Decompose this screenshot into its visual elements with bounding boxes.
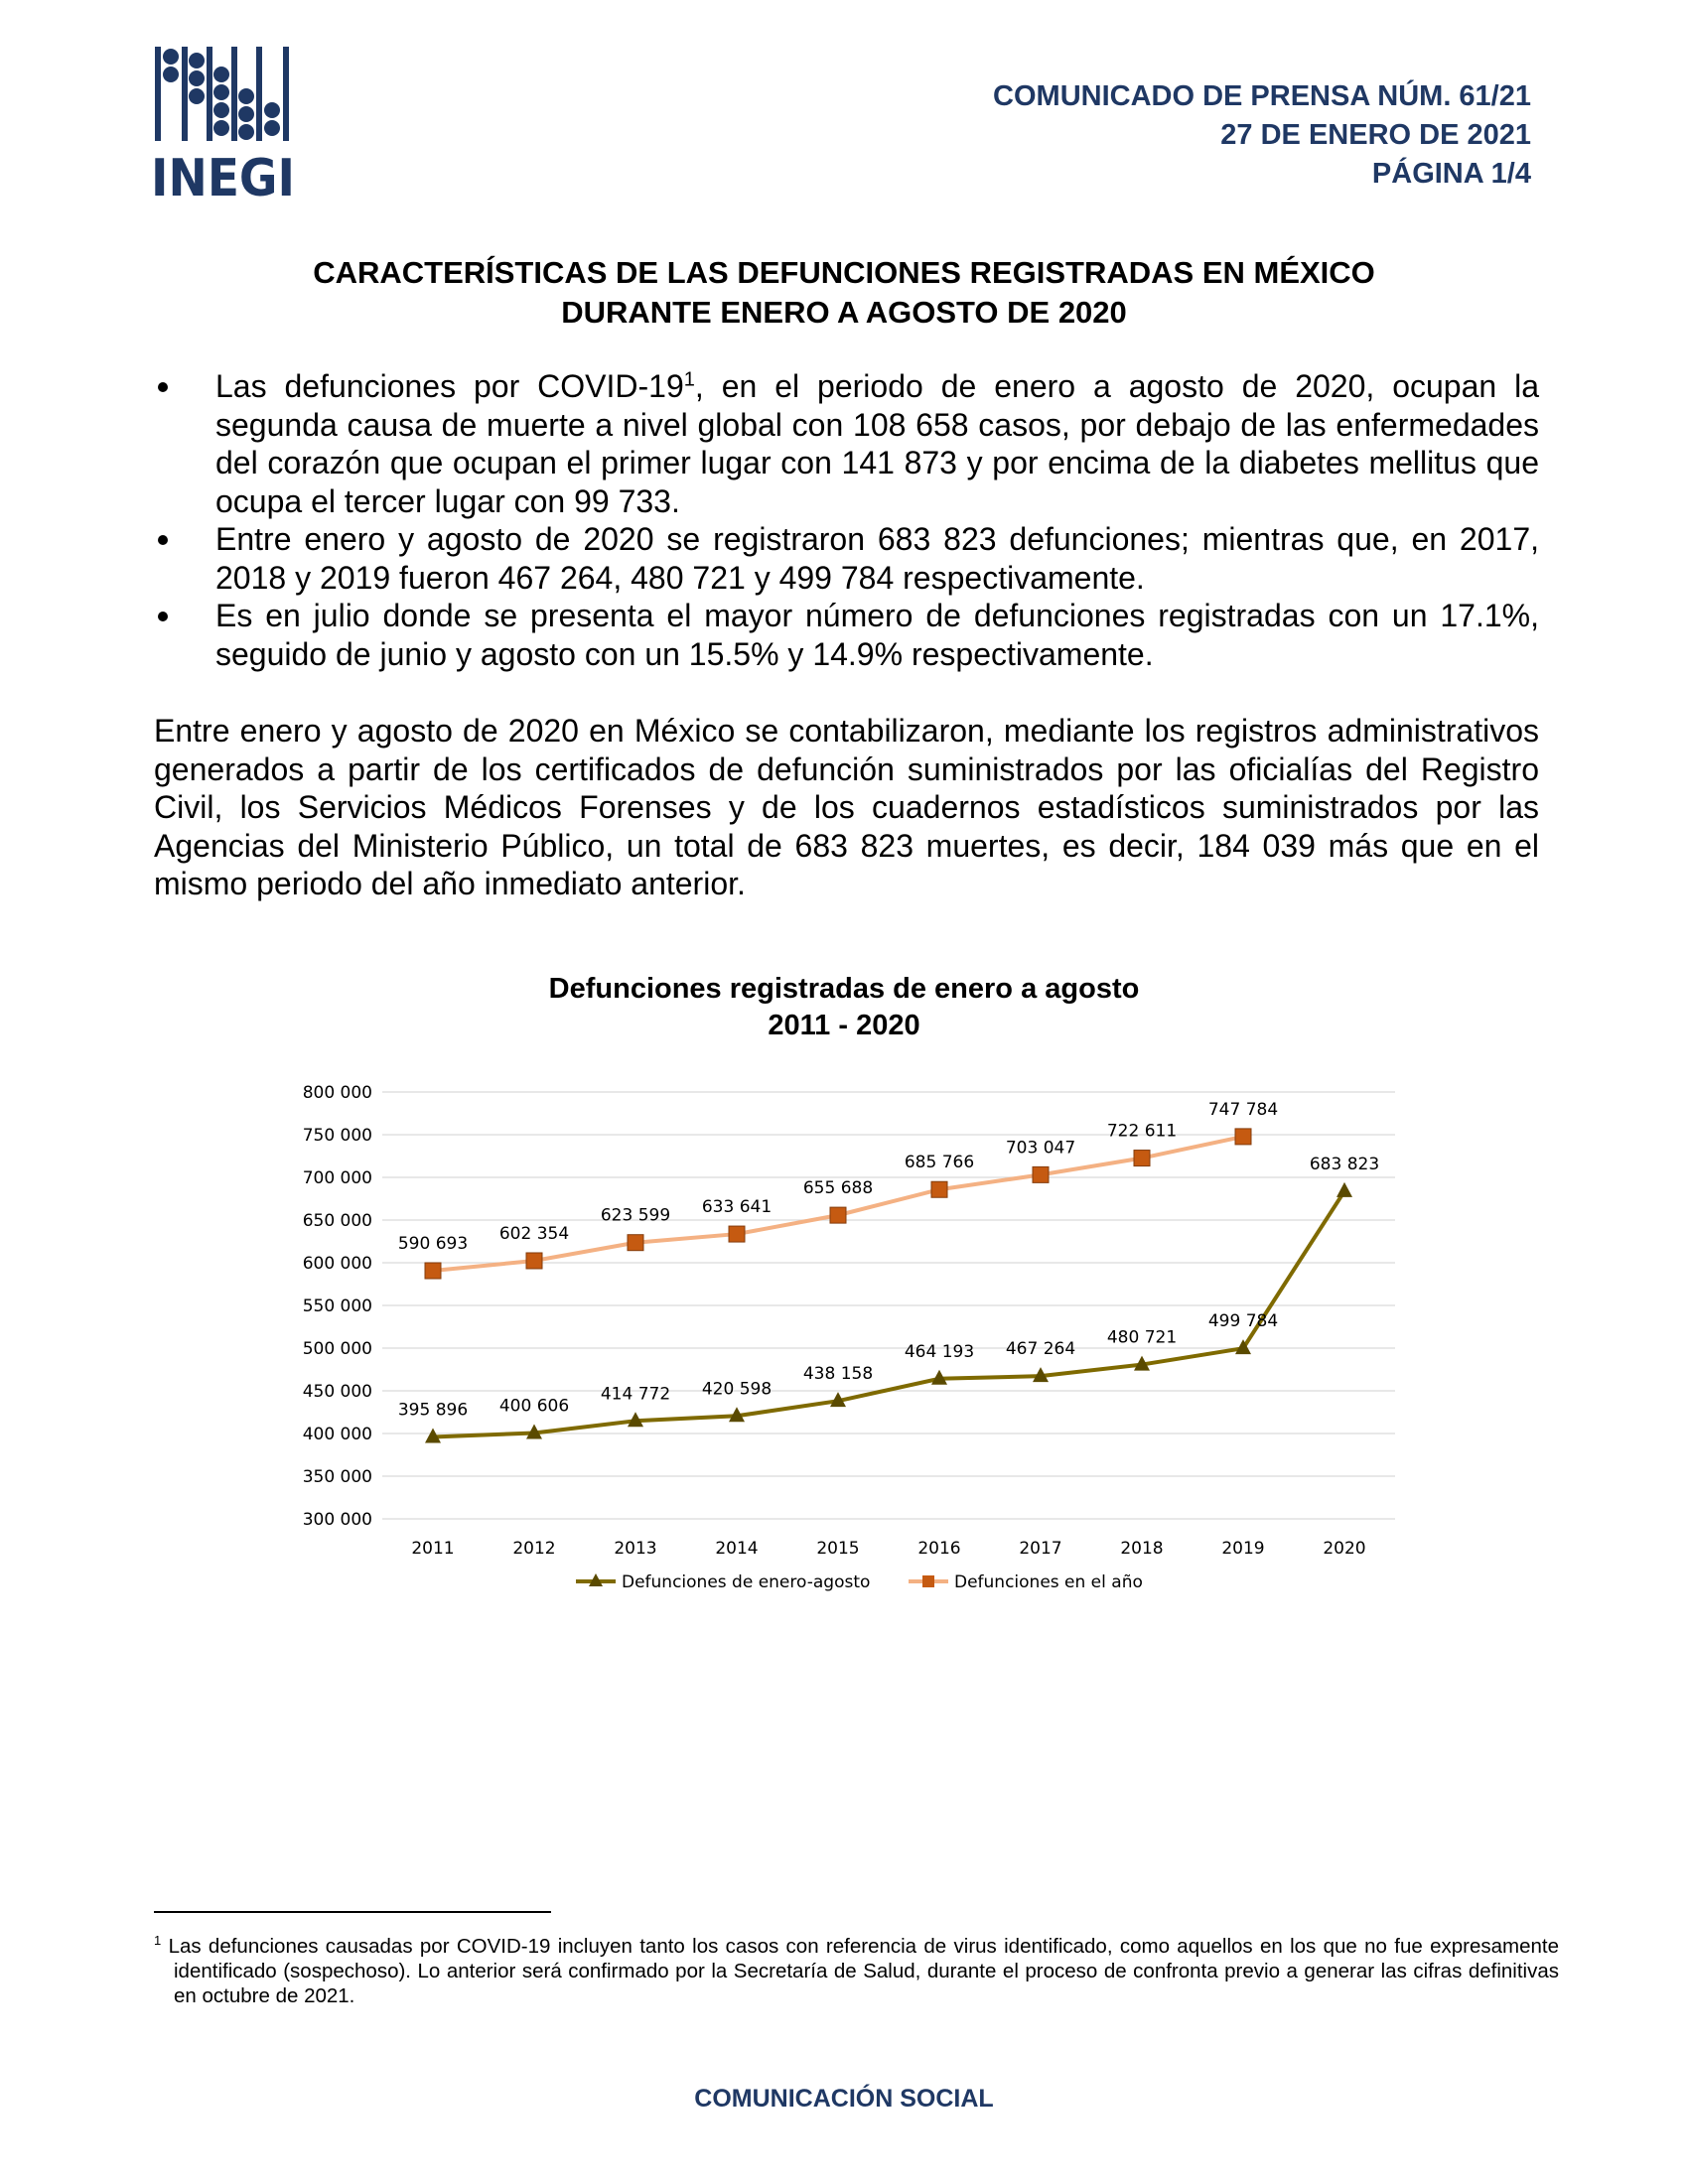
page-number: PÁGINA 1/4 [1371, 158, 1531, 190]
data-point-annual [1235, 1129, 1251, 1145]
x-tick-label: 2016 [917, 1539, 961, 1559]
legend-label-jan-aug: Defunciones de enero-agosto [622, 1572, 871, 1592]
footnote-reference[interactable]: 1 [683, 368, 695, 391]
y-tick-label: 450 000 [302, 1382, 372, 1402]
x-tick-label: 2019 [1221, 1539, 1265, 1559]
data-label-annual: 685 766 [904, 1153, 975, 1173]
document-title: CARACTERÍSTICAS DE LAS DEFUNCIONES REGISTRADAS EN MÉXICO DURANTE ENERO A AGOSTO DE 2020 [313, 255, 1375, 330]
y-tick-label: 650 000 [302, 1211, 372, 1231]
y-tick-label: 300 000 [302, 1510, 372, 1530]
data-label-jan-aug: 467 264 [1005, 1339, 1076, 1360]
data-label-annual: 602 354 [498, 1223, 570, 1244]
footnote: $^1$ Las defunciones causadas por COVID-19 incluyen tanto los casos con referencia de virus identificado, como aquellos en los que no fue expresamente identificado (sospechoso). Lo anterior será confirmado por la Secretaría de Salud, durante el proceso de confronta previo a generar las cifras definitivas en octubre de 2021. [154, 1933, 1559, 2007]
y-tick-label: 400 000 [302, 1425, 372, 1444]
chart-title: Defunciones registradas de enero a agosto 2011 - 2020 [548, 973, 1140, 1041]
data-point-annual [830, 1207, 846, 1223]
y-tick-label: 600 000 [302, 1254, 372, 1274]
data-label-jan-aug: 395 896 [397, 1400, 469, 1421]
data-label-annual: 722 611 [1106, 1121, 1178, 1142]
data-label-annual: 655 688 [802, 1178, 874, 1199]
data-point-annual [1033, 1166, 1049, 1182]
x-tick-label: 2013 [614, 1539, 657, 1559]
data-label-annual: 633 641 [701, 1197, 773, 1218]
press-release-number: COMUNICADO DE PRENSA NÚM. 61/21 [993, 80, 1531, 112]
key-points-list [154, 367, 1539, 673]
y-tick-label: 350 000 [302, 1467, 372, 1487]
y-tick-label: 800 000 [302, 1083, 372, 1103]
deaths-line-chart [278, 1077, 1410, 1613]
x-tick-label: 2015 [816, 1539, 860, 1559]
data-point-annual [526, 1253, 542, 1269]
data-label-annual: 623 599 [600, 1205, 671, 1226]
key-point: Entre enero y agosto de 2020 se registraron 683 823 defunciones; mientras que, en 2017, 2018 y 2019 fueron 467 264, 480 721 y 499 784 respectivamente. [154, 520, 1539, 597]
key-point: Es en julio donde se presenta el mayor número de defunciones registradas con un 17.1%, seguido de junio y agosto con un 15.5% y 14.9% respectivamente. [154, 597, 1539, 673]
data-label-jan-aug: 480 721 [1106, 1327, 1178, 1348]
footnote-divider [154, 1911, 551, 1913]
y-tick-label: 700 000 [302, 1168, 372, 1188]
data-point-annual [628, 1235, 643, 1251]
data-point-jan-aug [1336, 1182, 1352, 1197]
data-point-annual [931, 1181, 947, 1197]
legend-marker-annual [922, 1575, 934, 1587]
press-release-date: 27 DE ENERO DE 2021 [1220, 119, 1531, 151]
series-line-annual [433, 1137, 1243, 1271]
legend-label-annual: Defunciones en el año [954, 1572, 1143, 1592]
svg-text:INEGI: INEGI [151, 149, 295, 204]
data-label-annual: 590 693 [397, 1234, 469, 1255]
data-point-annual [729, 1226, 745, 1242]
x-tick-label: 2014 [715, 1539, 759, 1559]
data-label-jan-aug: 464 193 [904, 1341, 975, 1362]
x-tick-label: 2018 [1120, 1539, 1164, 1559]
key-point: Las defunciones por COVID-$19^1$, en el periodo de enero a agosto de 2020, ocupan la segunda causa de muerte a nivel global con 108 658 casos, por debajo de las enfermedades del corazón que ocupan el primer lugar con 141 873 y por encima de la diabetes mellitus que ocupa el tercer lugar con 99 733. [154, 367, 1539, 520]
x-tick-label: 2011 [411, 1539, 455, 1559]
data-point-annual [425, 1263, 441, 1279]
x-tick-label: 2012 [512, 1539, 556, 1559]
data-label-annual: 703 047 [1005, 1138, 1076, 1159]
data-label-jan-aug: 499 784 [1207, 1311, 1279, 1332]
data-label-jan-aug: 438 158 [802, 1364, 874, 1385]
y-tick-label: 550 000 [302, 1297, 372, 1316]
x-tick-label: 2017 [1019, 1539, 1062, 1559]
y-tick-label: 500 000 [302, 1339, 372, 1359]
inegi-logo [149, 45, 308, 204]
y-tick-label: 750 000 [302, 1126, 372, 1146]
data-label-jan-aug: 414 772 [600, 1384, 671, 1405]
data-label-jan-aug: 400 606 [498, 1396, 570, 1417]
body-paragraph: Entre enero y agosto de 2020 en México se contabilizaron, mediante los registros administrativos generados a partir de los certificados de defunción suministrados por las oficialías del Registro Civil, los Servicios Médicos Forenses y de los cuadernos estadísticos suministrados por las Agencias del Ministerio Público, un total de 683 823 muertes, es decir, 184 039 más que en el mismo periodo del año inmediato anterior. [154, 713, 1539, 901]
footer-department: COMUNICACIÓN SOCIAL [694, 2085, 994, 2113]
x-tick-label: 2020 [1323, 1539, 1366, 1559]
data-label-jan-aug: 420 598 [701, 1379, 773, 1400]
data-label-annual: 747 784 [1207, 1099, 1279, 1120]
data-label-jan-aug: 683 823 [1309, 1154, 1380, 1174]
press-release-header [993, 77, 1531, 194]
data-point-annual [1134, 1151, 1150, 1166]
